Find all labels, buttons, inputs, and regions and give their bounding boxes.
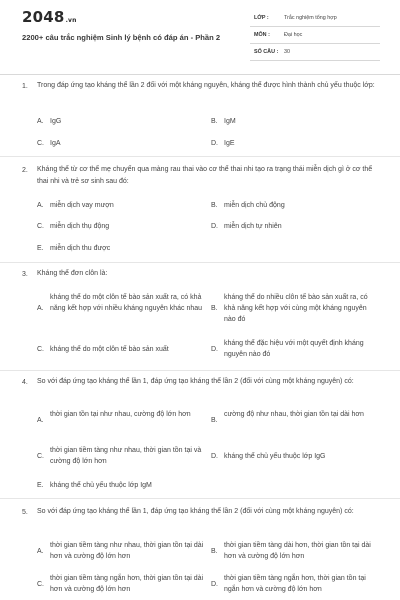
logo-main: 2048 — [22, 8, 65, 26]
question-number: 4. — [22, 379, 28, 386]
question-text: So với đáp ứng tạo kháng thể lần 1, đáp ứng tạo kháng thể lần 2 (đối với cùng một kháng nguyên) có: — [37, 378, 354, 385]
meta-value: 30 — [284, 49, 290, 55]
question-divider — [0, 156, 400, 157]
meta-key: MÔN : — [254, 32, 270, 38]
question-text: Trong đáp ứng tạo kháng thể lần 2 đối với một kháng nguyên, kháng thể được hình thành chủ yếu thuộc lớp: — [37, 82, 375, 89]
question-number: 5. — [22, 509, 28, 516]
meta-key: LỚP : — [254, 15, 269, 21]
question-divider — [0, 498, 400, 499]
meta-row-subject — [250, 27, 380, 44]
meta-row-count — [250, 44, 380, 61]
document-header — [0, 0, 400, 68]
meta-value: Đại học — [284, 32, 303, 38]
meta-table — [250, 10, 380, 61]
meta-value: Trắc nghiệm tổng hợp — [284, 15, 337, 21]
meta-key: SỐ CÂU : — [254, 49, 279, 55]
document-title: 2200+ câu trắc nghiệm Sinh lý bệnh có đáp án - Phần 2 — [22, 33, 221, 42]
question-number: 1. — [22, 83, 28, 90]
question-divider — [0, 262, 400, 263]
question-text: Kháng thể từ cơ thể mẹ chuyển qua màng rau thai vào cơ thể thai nhi tạo ra trạng thái miễn dịch gì ở cơ thể thai nhi và trẻ sơ sinh sau đó: — [37, 166, 373, 185]
question-divider — [0, 370, 400, 371]
meta-row-class — [250, 10, 380, 27]
header-divider — [0, 74, 400, 75]
question-number: 3. — [22, 271, 28, 278]
logo-suffix: .vn — [65, 17, 77, 24]
question-text: Kháng thể đơn clôn là: — [37, 270, 108, 277]
question-number: 2. — [22, 167, 28, 174]
question-text: So với đáp ứng tạo kháng thể lần 1, đáp ứng tạo kháng thể lần 2 (đối với cùng một kháng nguyên) có: — [37, 508, 354, 515]
site-logo[interactable] — [22, 8, 77, 26]
document-page: 2048.vn 2200+ câu trắc nghiệm Sinh lý bệnh có đáp án - Phần 2 LỚP : Trắc nghiệm tổng hợp MÔN : Đại học SỐ CÂU : 30 1. Trong đáp ứng tạo kháng thể lần 2 đối với một kháng nguyên, kháng thể được hình thành chủ yếu thuộc lớp: A. IgG B. IgM C. IgA D. IgE 2. Kháng thể từ cơ thể mẹ chuyển qua màng rau thai vào cơ thể thai nhi tạo ra trạng thái miễn dịch gì ở cơ thể thai nhi và trẻ sơ sinh sau đó: A. miễn dịch vay mượn B. miễn dịch chủ động C. miễn dịch thụ động D. miễn dịch tự nhiên E. miễn dịch thu được 3. Kháng thể đơn clôn là: A. kháng thể do một clôn tế bào sản xuất ra, có khả năng kết hợp với nhiều kháng nguyên khác nhau B. kháng thể do nhiều clôn tế bào sản xuất ra, có khả năng kết hợp với cùng một kháng nguyên nào đó C. kháng thể do một clôn tế bào sản xuất D. kháng thể đặc hiệu với một quyết định kháng nguyên nào đó 4. So với đáp ứng tạo kháng thể lần 1, đáp ứng tạo kháng thể lần 2 (đối với cùng một kháng nguyên) có: A. thời gian tồn tại như nhau, cường độ lớn hơn B. cường độ như nhau, thời gian tồn tại dài hơn C. thời gian tiềm tàng như nhau, thời gian tồn tại và cường độ lớn hơn D. kháng thể chủ yếu thuộc lớp IgG E. kháng thể chủ yếu thuộc lớp IgM 5. So với đáp ứng tạo kháng thể lần 1, đáp ứng tạo kháng thể lần 2 (đối với cùng một kháng nguyên) có: A. thời gian tiềm tàng như nhau, thời gian tồn tại dài hơn và cường độ lớn hơn B. thời gian tiềm tàng dài hơn, thời gian tồn tại dài hơn và cường độ lớn hơn C. thời gian tiềm tàng ngắn hơn, thời gian tồn tại dài hơn và cường độ lớn hơn D. thời gian tiềm tàng ngắn hơn, thời gian tồn tại ngắn hơn và cường độ lớn hơn — [0, 0, 400, 600]
